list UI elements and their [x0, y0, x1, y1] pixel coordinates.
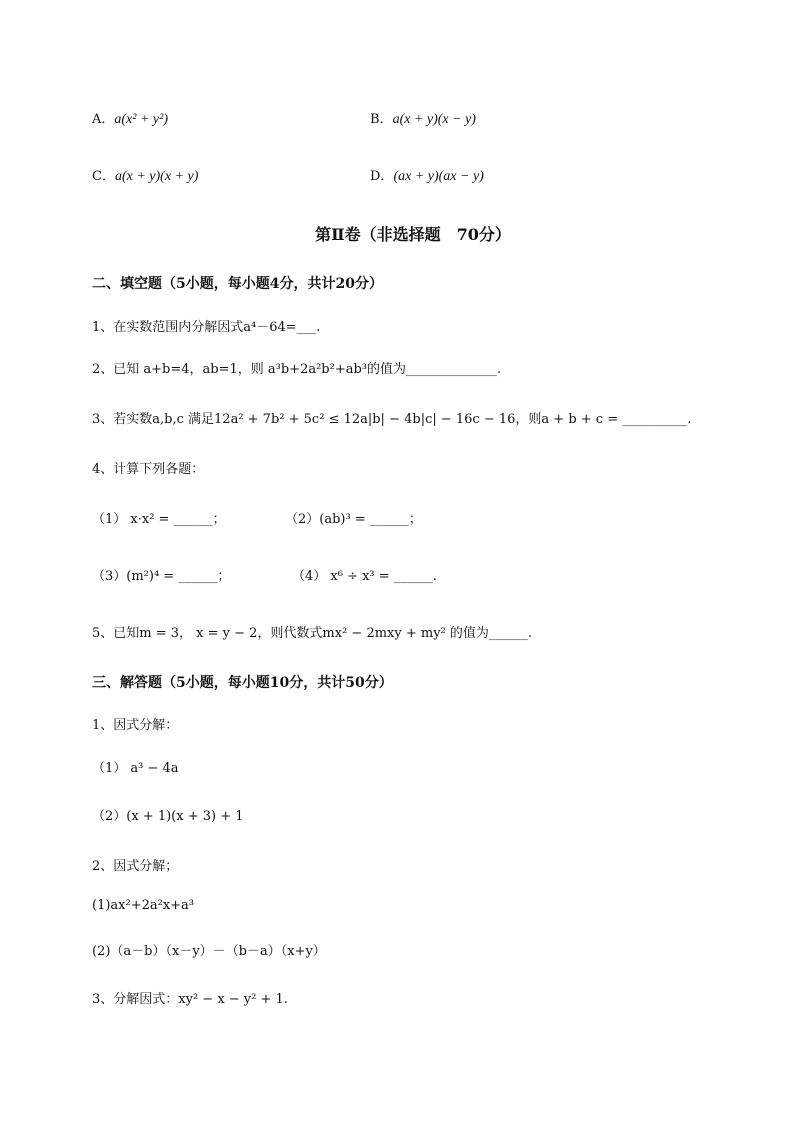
s2-question-4: 4、计算下列各题：: [92, 462, 205, 477]
s2-question-5: 5、已知m = 3， x = y − 2，则代数式mx² − 2mxy + my² 的值为______.: [92, 626, 533, 641]
choice-d: [370, 165, 484, 185]
choice-b-expr: a(x + y)(x − y): [392, 112, 476, 127]
s2-question-4-4: （4） x⁶ ÷ x³ = ______.: [292, 569, 437, 584]
choice-a-label: A．: [92, 112, 115, 127]
section2-heading: 二、填空题（5小题，每小题4分，共计20分）: [92, 276, 383, 292]
s2-question-4-1: （1） x·x² = ______；: [92, 512, 226, 527]
s2-question-3: 3、若实数a,b,c 满足12a² + 7b² + 5c² ≤ 12a|b| − 4b|c| − 16c − 16，则a + b + c = __________.: [92, 412, 692, 427]
s3-question-1-2: （2）(x + 1)(x + 3) + 1: [92, 809, 244, 824]
choice-d-label: D．: [370, 169, 394, 184]
choice-c-label: C．: [92, 169, 115, 184]
s3-question-3: 3、分解因式：xy² − x − y² + 1.: [92, 992, 288, 1007]
choice-b-label: B．: [370, 112, 393, 127]
s3-question-2-1: (1)ax²+2a²x+a³: [92, 898, 195, 913]
s2-question-4-2: （2）(ab)³ = ______；: [285, 512, 422, 527]
choice-a-expr: a(x² + y²): [114, 112, 168, 127]
s3-question-2: 2、因式分解；: [92, 859, 179, 874]
choice-c-expr: a(x + y)(x + y): [114, 169, 199, 184]
choice-b: [370, 108, 476, 128]
choice-c: [92, 165, 198, 185]
s3-question-1: 1、因式分解：: [92, 718, 179, 733]
s2-question-2: 2、已知 a+b=4，ab=1，则 a³b+2a²b²+ab³的值为______________.: [92, 362, 502, 377]
s2-question-4-3: （3）(m²)⁴ = ______；: [92, 569, 231, 584]
s2-question-1: 1、在实数范围内分解因式a⁴－64=___.: [92, 320, 321, 335]
section3-heading: 三、解答题（5小题，每小题10分，共计50分）: [92, 675, 393, 691]
part-title: 第Ⅱ卷（非选择题 70分）: [315, 225, 511, 244]
choice-a: [92, 108, 168, 128]
s3-question-1-1: （1） a³ − 4a: [92, 761, 179, 776]
s3-question-2-2: (2)（a－b）（x－y）－（b－a）（x+y）: [92, 944, 326, 959]
choice-d-expr: (ax + y)(ax − y): [393, 169, 484, 184]
